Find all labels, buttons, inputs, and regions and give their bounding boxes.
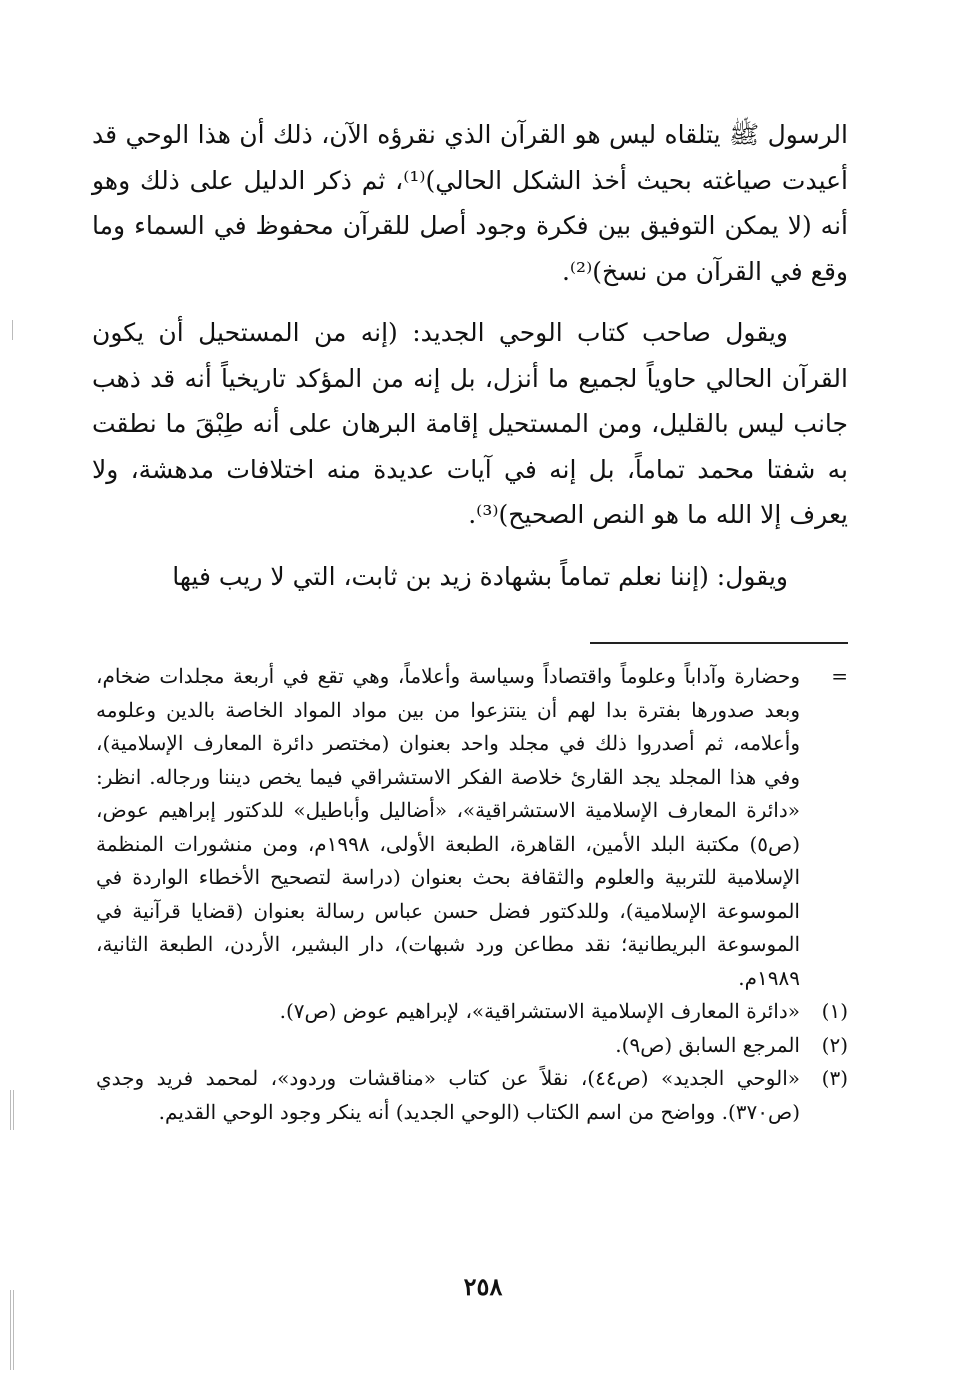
footnote-item: [96, 995, 848, 1029]
paragraph-1: الرسول ﷺ يتلقاه ليس هو القرآن الذي نقرؤه الآن، ذلك أن هذا الوحي قد أعيدت صياغته بحيث أخذ الشكل الحالي)⁽¹⁾، ثم ذكر الدليل على ذلك وهو أنه (لا يمكن التوفيق بين فكرة وجود أصل للقرآن محفوظ في السماء وما وقع في القرآن من نسخ)⁽²⁾.: [92, 120, 848, 286]
footnote-continuation-text: وحضارة وآداباً وعلوماً واقتصاداً وسياسة وأعلاماً، وهي تقع في أربعة مجلدات ضخام، وبعد صدورها بفترة بدا لهم أن ينتزعوا من بين مواد المواد الخاصة بالدين وعلومه وأعلامه، ثم أصدروا ذلك في مجلد واحد بعنوان (مختصر دائرة المعارف الإسلامية)، وفي هذا المجلد يجد القارئ خلاصة الفكر الاستشراقي فيما يخص ديننا ورجاله. انظر: «دائرة المعارف الإسلامية الاستشراقية»، «أضاليل وأباطيل» للدكتور إبراهيم عوض، (ص٥) مكتبة البلد الأمين، القاهرة، الطبعة الأولى، ١٩٩٨م، ومن منشورات المنظمة الإسلامية للتربية والعلوم والثقافة بحث بعنوان (دراسة لتصحيح الأخطاء الواردة في الموسوعة الإسلامية)، وللدكتور فضل حسن عباس رسالة بعنوان (قضايا قرآنية في الموسوعة البريطانية؛ نقد مطاعن ورد شبهات)، دار البشير، الأردن، الطبعة الثانية، ١٩٨٩م.: [96, 664, 800, 990]
scan-edge-mark: [13, 1290, 14, 1370]
footnote-marker: (٣): [821, 1066, 848, 1090]
footnote-continuation-marker: =: [831, 664, 848, 688]
footnotes-section: [96, 660, 848, 1129]
footnote-text: «الوحي الجديد» (ص٤٤)، نقلاً عن كتاب «مناقشات وردود»، لمحمد فريد وجدي (ص٣٧٠). وواضح من اسم الكتاب (الوحي الجديد) أنه ينكر وجود الوحي القديم.: [96, 1066, 800, 1124]
footnote-divider: [590, 642, 848, 644]
page-number: ٢٥٨: [463, 1272, 503, 1301]
paragraph-3: ويقول: (إننا نعلم تماماً بشهادة زيد بن ثابت، التي لا ريب فيها: [172, 561, 788, 591]
footnote-marker: (٢): [821, 1032, 848, 1057]
scan-edge-mark: [10, 1290, 11, 1370]
footnote-item: [96, 1029, 848, 1063]
footnote-item: [96, 1062, 848, 1129]
scan-edge-mark: [13, 1090, 14, 1130]
footnote-continuation: [96, 660, 848, 995]
paragraph-2: ويقول صاحب كتاب الوحي الجديد: (إنه من المستحيل أن يكون القرآن الحالي حاوياً لجميع ما أنزل، بل إنه من المؤكد تاريخياً أنه قد ذهب جانب ليس بالقليل، ومن المستحيل إقامة البرهان على أنه طِبْقَ ما نطقت به شفتا محمد تماماً، بل إنه في آيات عديدة منه اختلافات مدهشة، ولا يعرف إلا الله ما هو النص الصحيح)⁽³⁾.: [92, 318, 848, 529]
footnote-text: «دائرة المعارف الإسلامية الاستشراقية»، لإبراهيم عوض (ص٧).: [279, 999, 800, 1023]
footnote-text: المرجع السابق (ص٩).: [615, 1032, 800, 1057]
scan-edge-mark: [12, 320, 13, 340]
scan-edge-mark: [10, 1090, 11, 1130]
footnote-marker: (١): [821, 999, 848, 1023]
main-text-body: [92, 112, 848, 599]
